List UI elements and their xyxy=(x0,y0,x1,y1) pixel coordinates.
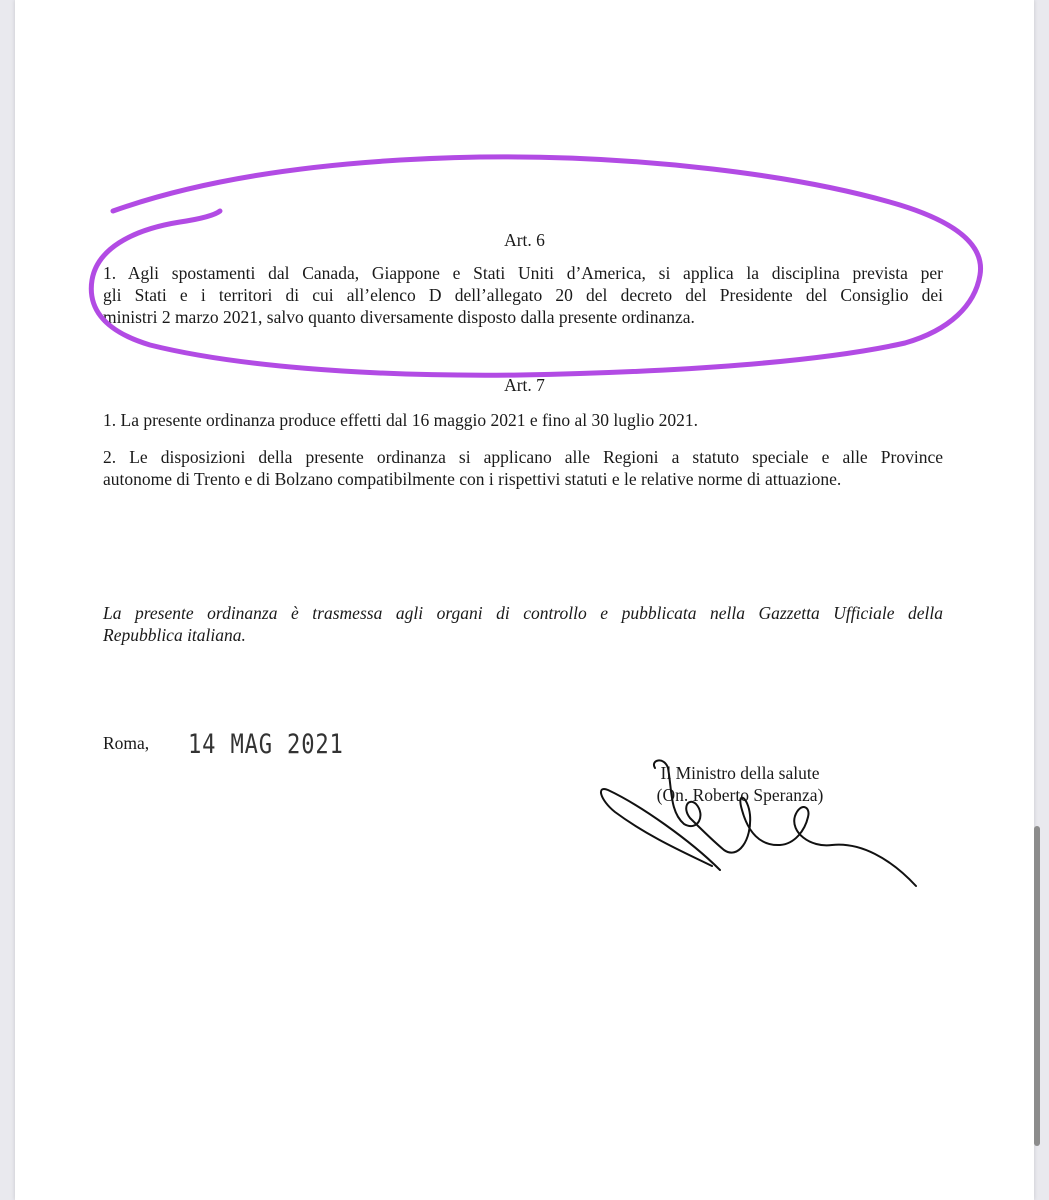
closing-line: Repubblica italiana. xyxy=(103,625,246,645)
document-page xyxy=(15,0,1034,1200)
scrollbar-thumb[interactable] xyxy=(1034,826,1040,1146)
signature-name: (On. Roberto Speranza) xyxy=(656,785,824,805)
closing-statement xyxy=(103,602,943,646)
article-7-item-1-line: 1. La presente ordinanza produce effetti dal 16 maggio 2021 e fino al 30 luglio 2021. xyxy=(103,410,698,430)
article-6-paragraph xyxy=(103,262,943,328)
place-label: Roma, xyxy=(103,733,150,753)
closing-line: La presente ordinanza è trasmessa agli organi di controllo e pubblicata nella Gazzetta Ufficiale della xyxy=(103,603,943,623)
article-7-item-1 xyxy=(103,409,943,431)
article-6-heading: Art. 6 xyxy=(504,230,545,250)
article-6-line: gli Stati e i territori di cui all’elenco D dell’allegato 20 del decreto del Presidente del Consiglio dei xyxy=(103,285,943,305)
article-7-item-2-line: 2. Le disposizioni della presente ordinanza si applicano alle Regioni a statuto speciale e alle Province xyxy=(103,447,943,467)
date-stamp: 14 MAG 2021 xyxy=(188,729,344,760)
article-7-item-2 xyxy=(103,446,943,490)
article-7-heading: Art. 7 xyxy=(504,375,545,395)
article-7-item-2-line: autonome di Trento e di Bolzano compatibilmente con i rispettivi statuti e le relative norme di attuazione. xyxy=(103,469,842,489)
article-6-line: ministri 2 marzo 2021, salvo quanto diversamente disposto dalla presente ordinanza. xyxy=(103,307,695,327)
article-6-line: 1. Agli spostamenti dal Canada, Giappone e Stati Uniti d’America, si applica la disciplina prevista per xyxy=(103,263,943,283)
signature-title: Il Ministro della salute xyxy=(660,763,820,783)
